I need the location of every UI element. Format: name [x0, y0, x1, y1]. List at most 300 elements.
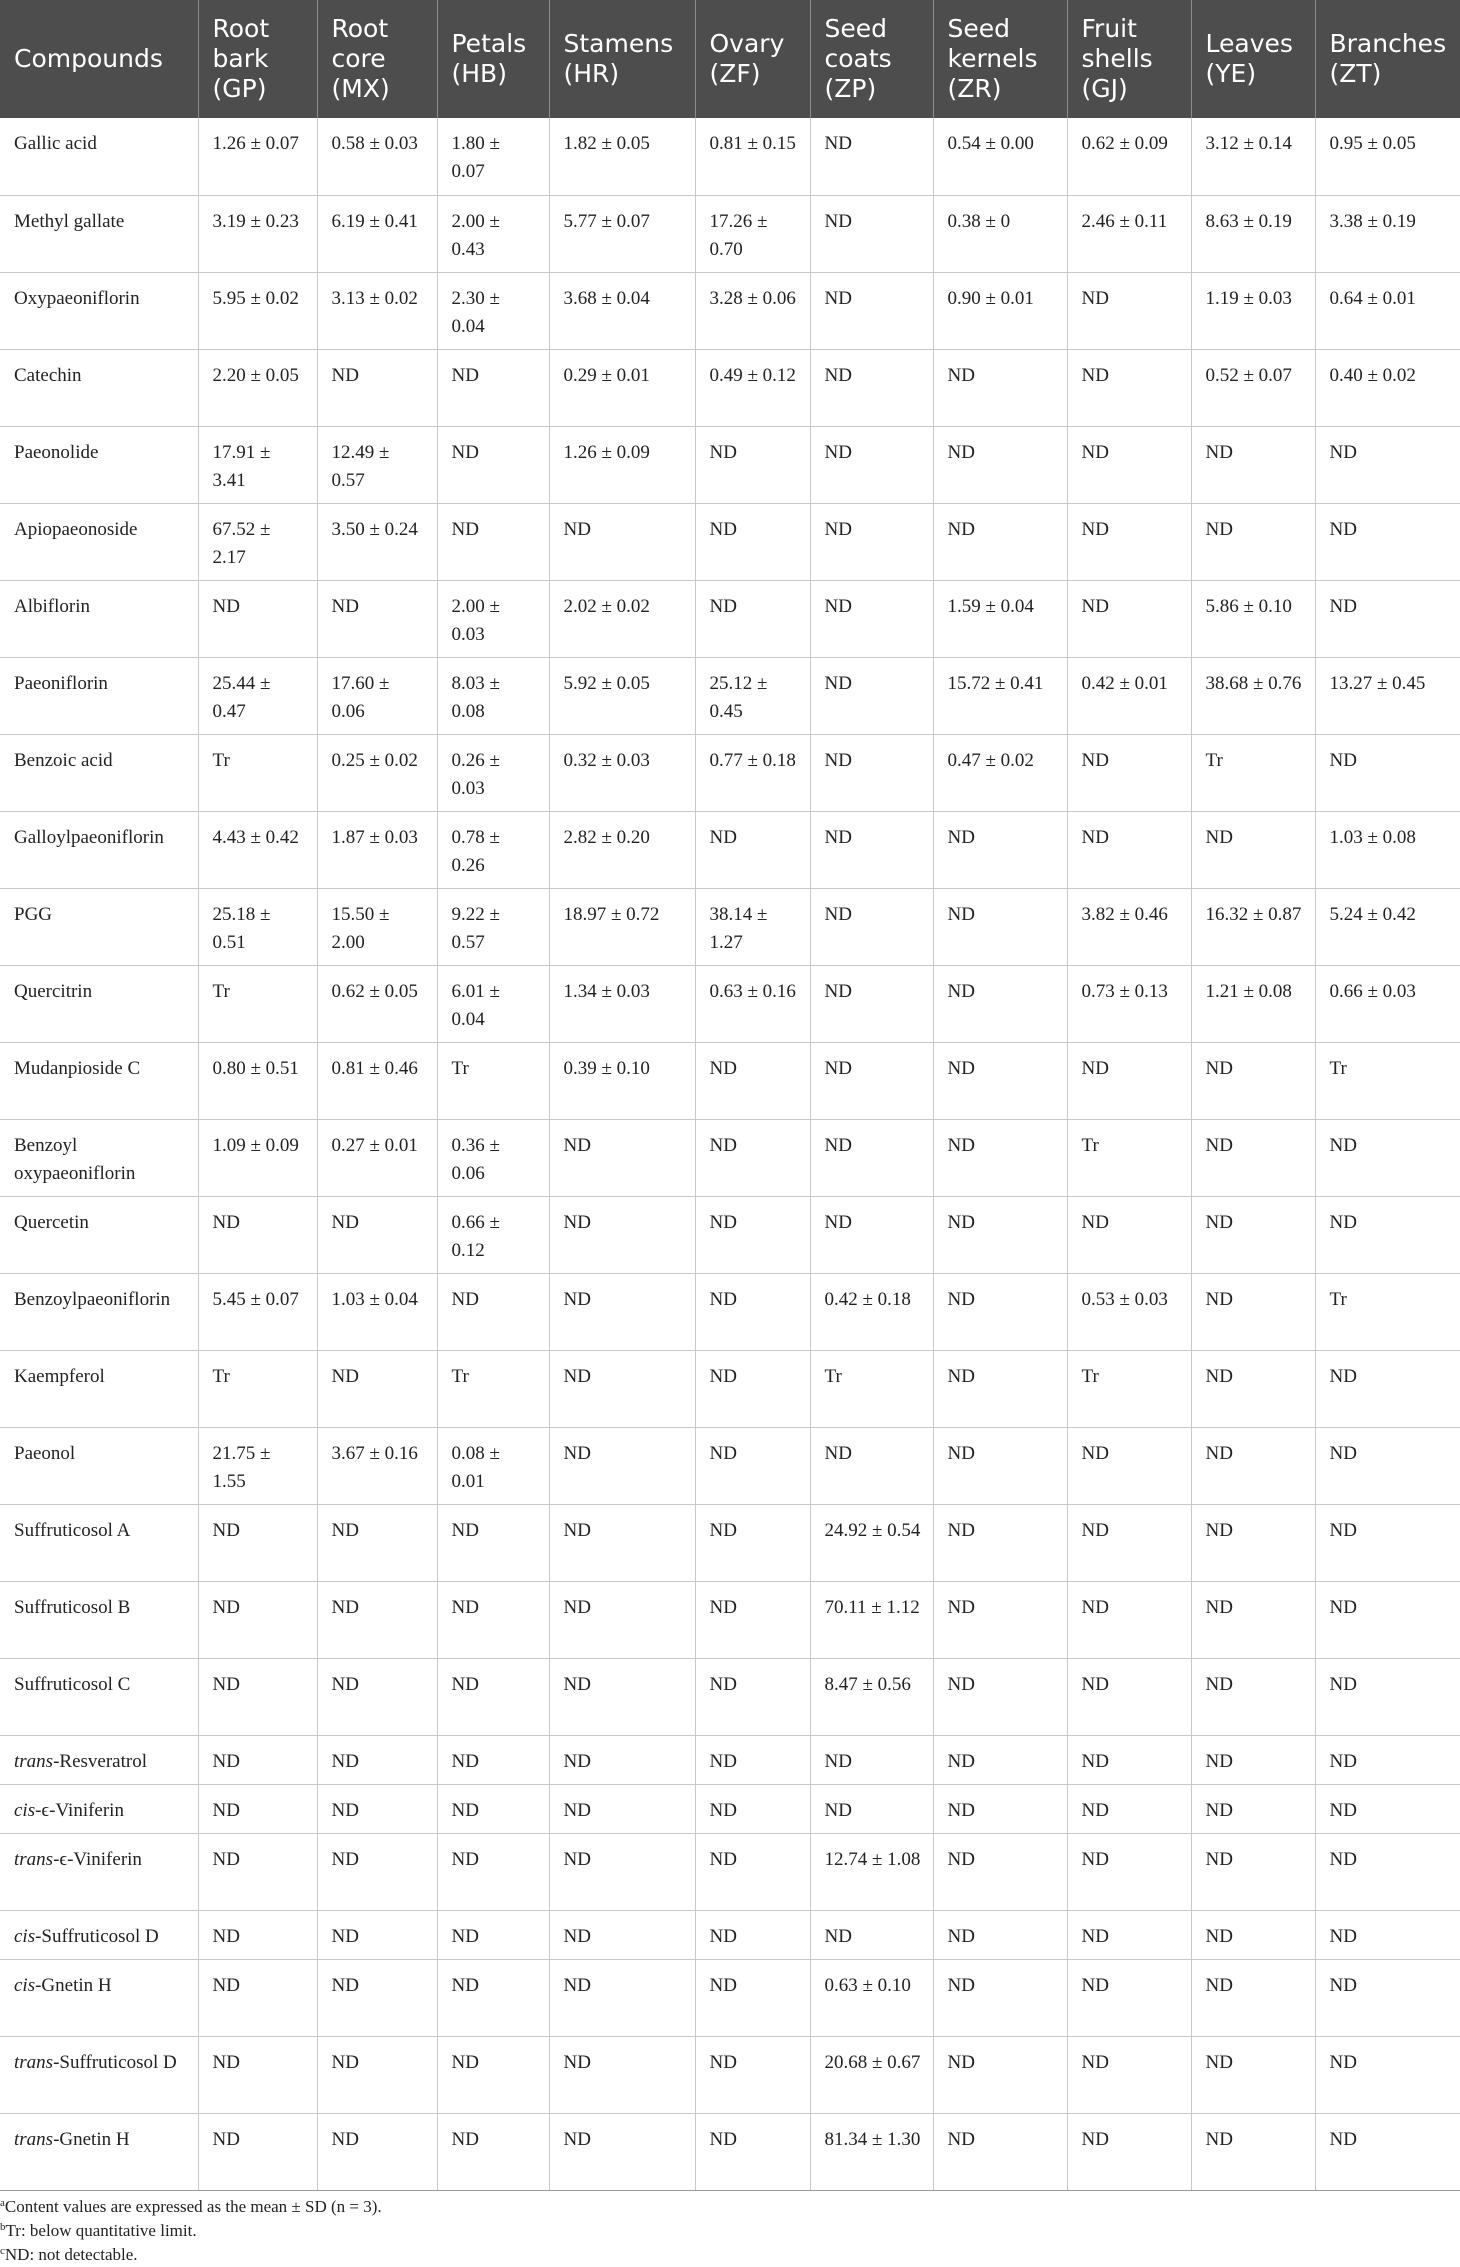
footnote-mark: b — [0, 2220, 6, 2233]
value-cell: ND — [810, 811, 933, 888]
value-cell: 15.72 ± 0.41 — [933, 657, 1067, 734]
value-cell: 0.66 ± 0.03 — [1315, 965, 1460, 1042]
value-cell: 12.74 ± 1.08 — [810, 1833, 933, 1910]
value-cell: ND — [317, 1959, 437, 2036]
value-cell: ND — [695, 1735, 810, 1784]
value-cell: ND — [695, 1119, 810, 1196]
value-cell: 1.34 ± 0.03 — [549, 965, 695, 1042]
compound-name: Catechin — [14, 364, 82, 386]
column-header-leaves: Leaves (YE) — [1191, 0, 1315, 118]
value-cell: ND — [695, 1784, 810, 1833]
column-header-ovary: Ovary (ZF) — [695, 0, 810, 118]
value-cell: 0.53 ± 0.03 — [1067, 1273, 1191, 1350]
value-cell: ND — [1191, 1427, 1315, 1504]
value-cell: ND — [933, 1735, 1067, 1784]
value-cell: 0.29 ± 0.01 — [549, 349, 695, 426]
value-cell: 0.62 ± 0.05 — [317, 965, 437, 1042]
value-cell: ND — [695, 580, 810, 657]
value-cell: ND — [198, 1581, 317, 1658]
value-cell: ND — [437, 426, 549, 503]
compound-name: Benzoyl oxypaeoniflorin — [14, 1134, 136, 1184]
value-cell: ND — [1191, 503, 1315, 580]
value-cell: ND — [695, 426, 810, 503]
value-cell: 16.32 ± 0.87 — [1191, 888, 1315, 965]
value-cell: ND — [317, 1833, 437, 1910]
compound-name: Apiopaeonoside — [14, 518, 138, 540]
value-cell: ND — [1191, 2113, 1315, 2190]
value-cell: 3.68 ± 0.04 — [549, 272, 695, 349]
value-cell: 0.42 ± 0.18 — [810, 1273, 933, 1350]
value-cell: 0.80 ± 0.51 — [198, 1042, 317, 1119]
value-cell: ND — [198, 1196, 317, 1273]
value-cell: ND — [1067, 1581, 1191, 1658]
table-row — [0, 1784, 1460, 1833]
compound-name-cell — [0, 349, 198, 426]
value-cell: ND — [810, 734, 933, 811]
value-cell: ND — [1067, 1504, 1191, 1581]
value-cell: ND — [695, 1196, 810, 1273]
value-cell: ND — [317, 1784, 437, 1833]
value-cell: ND — [933, 1119, 1067, 1196]
value-cell: ND — [437, 1735, 549, 1784]
value-cell: ND — [437, 1658, 549, 1735]
value-cell: ND — [317, 349, 437, 426]
compound-name: Paeoniflorin — [14, 672, 108, 694]
value-cell: 2.00 ± 0.03 — [437, 580, 549, 657]
value-cell: 1.26 ± 0.07 — [198, 118, 317, 195]
value-cell: 1.80 ± 0.07 — [437, 118, 549, 195]
value-cell: 5.86 ± 0.10 — [1191, 580, 1315, 657]
column-header-petals: Petals (HB) — [437, 0, 549, 118]
value-cell: ND — [933, 1042, 1067, 1119]
value-cell: 6.19 ± 0.41 — [317, 195, 437, 272]
value-cell: ND — [810, 1784, 933, 1833]
value-cell: Tr — [198, 965, 317, 1042]
header-row — [0, 0, 1460, 118]
value-cell: Tr — [1067, 1119, 1191, 1196]
value-cell: ND — [198, 580, 317, 657]
value-cell: ND — [549, 1784, 695, 1833]
value-cell: 38.14 ± 1.27 — [695, 888, 810, 965]
compound-name-cell — [0, 118, 198, 195]
value-cell: ND — [1315, 1784, 1460, 1833]
compound-name: Quercitrin — [14, 980, 93, 1002]
value-cell: 1.82 ± 0.05 — [549, 118, 695, 195]
value-cell: ND — [1191, 811, 1315, 888]
table-footnotes — [0, 2191, 1460, 2267]
value-cell: ND — [1315, 734, 1460, 811]
compound-name-cell — [0, 1658, 198, 1735]
value-cell: ND — [437, 349, 549, 426]
column-header-compounds: Compounds — [0, 0, 198, 118]
value-cell: ND — [317, 1735, 437, 1784]
value-cell: ND — [1315, 1658, 1460, 1735]
value-cell: 0.38 ± 0 — [933, 195, 1067, 272]
value-cell: ND — [810, 657, 933, 734]
value-cell: ND — [695, 503, 810, 580]
value-cell: ND — [810, 580, 933, 657]
compound-name-cell — [0, 272, 198, 349]
value-cell: ND — [1191, 1350, 1315, 1427]
table-row — [0, 1910, 1460, 1959]
compound-name: Albiflorin — [14, 595, 90, 617]
compound-name: Gallic acid — [14, 133, 97, 154]
value-cell: ND — [1067, 2113, 1191, 2190]
compound-name: -Gnetin H — [53, 2128, 130, 2150]
table-body — [0, 118, 1460, 2190]
value-cell: ND — [549, 1735, 695, 1784]
table-row — [0, 118, 1460, 195]
value-cell: 0.54 ± 0.00 — [933, 118, 1067, 195]
table-row — [0, 195, 1460, 272]
value-cell: 0.42 ± 0.01 — [1067, 657, 1191, 734]
value-cell: ND — [695, 1273, 810, 1350]
value-cell: 21.75 ± 1.55 — [198, 1427, 317, 1504]
value-cell: 1.03 ± 0.08 — [1315, 811, 1460, 888]
value-cell: ND — [1067, 811, 1191, 888]
value-cell: 1.19 ± 0.03 — [1191, 272, 1315, 349]
value-cell: ND — [198, 1735, 317, 1784]
value-cell: Tr — [437, 1042, 549, 1119]
value-cell: ND — [1191, 1196, 1315, 1273]
value-cell: ND — [437, 1504, 549, 1581]
value-cell: ND — [437, 1959, 549, 2036]
compound-name-cell — [0, 1042, 198, 1119]
value-cell: ND — [198, 1504, 317, 1581]
value-cell: ND — [695, 1581, 810, 1658]
value-cell: ND — [549, 2036, 695, 2113]
value-cell: 5.95 ± 0.02 — [198, 272, 317, 349]
value-cell: 20.68 ± 0.67 — [810, 2036, 933, 2113]
compound-name: Suffruticosol A — [14, 1519, 131, 1541]
compound-name-cell — [0, 426, 198, 503]
table-row — [0, 1350, 1460, 1427]
value-cell: 0.78 ± 0.26 — [437, 811, 549, 888]
column-header-root-core: Root core (MX) — [317, 0, 437, 118]
value-cell: ND — [1191, 2036, 1315, 2113]
footnote-text: Content values are expressed as the mean ± SD (n = 3). — [4, 2196, 382, 2216]
value-cell: ND — [933, 1350, 1067, 1427]
value-cell: 9.22 ± 0.57 — [437, 888, 549, 965]
value-cell: 0.63 ± 0.10 — [810, 1959, 933, 2036]
value-cell: Tr — [437, 1350, 549, 1427]
value-cell: ND — [695, 1959, 810, 2036]
value-cell: 5.77 ± 0.07 — [549, 195, 695, 272]
compound-name-cell — [0, 888, 198, 965]
value-cell: 2.30 ± 0.04 — [437, 272, 549, 349]
value-cell: ND — [317, 580, 437, 657]
value-cell: ND — [1067, 580, 1191, 657]
value-cell: 81.34 ± 1.30 — [810, 2113, 933, 2190]
value-cell: ND — [810, 1196, 933, 1273]
value-cell: ND — [933, 1910, 1067, 1959]
value-cell: 0.90 ± 0.01 — [933, 272, 1067, 349]
value-cell: ND — [317, 1581, 437, 1658]
value-cell: ND — [1315, 1196, 1460, 1273]
value-cell: ND — [1067, 734, 1191, 811]
value-cell: ND — [695, 2036, 810, 2113]
value-cell: ND — [198, 2113, 317, 2190]
value-cell: ND — [198, 1833, 317, 1910]
value-cell: ND — [437, 2113, 549, 2190]
table-row — [0, 1658, 1460, 1735]
value-cell: ND — [549, 1504, 695, 1581]
value-cell: 0.73 ± 0.13 — [1067, 965, 1191, 1042]
value-cell: 25.12 ± 0.45 — [695, 657, 810, 734]
table-row — [0, 1735, 1460, 1784]
compound-name: Suffruticosol C — [14, 1673, 131, 1695]
compound-name-cell — [0, 657, 198, 734]
value-cell: ND — [1191, 1119, 1315, 1196]
value-cell: ND — [933, 1784, 1067, 1833]
table-row — [0, 1504, 1460, 1581]
compound-name-cell — [0, 1350, 198, 1427]
column-header-seed-coats: Seed coats (ZP) — [810, 0, 933, 118]
value-cell: ND — [1067, 426, 1191, 503]
table-row — [0, 426, 1460, 503]
table-row — [0, 888, 1460, 965]
value-cell: 2.02 ± 0.02 — [549, 580, 695, 657]
compound-name: -Resveratrol — [53, 1750, 147, 1772]
table-row — [0, 657, 1460, 734]
compound-name: Quercetin — [14, 1211, 89, 1233]
table-row — [0, 1427, 1460, 1504]
value-cell: ND — [1191, 1959, 1315, 2036]
value-cell: ND — [810, 349, 933, 426]
value-cell: 70.11 ± 1.12 — [810, 1581, 933, 1658]
value-cell: ND — [933, 965, 1067, 1042]
value-cell: 1.03 ± 0.04 — [317, 1273, 437, 1350]
compound-name: -Suffruticosol D — [53, 2051, 177, 2073]
table-row — [0, 503, 1460, 580]
value-cell: ND — [317, 1658, 437, 1735]
value-cell: ND — [549, 1196, 695, 1273]
value-cell: Tr — [810, 1350, 933, 1427]
value-cell: ND — [1315, 1833, 1460, 1910]
value-cell: ND — [198, 1910, 317, 1959]
compound-name-cell — [0, 1119, 198, 1196]
value-cell: 25.18 ± 0.51 — [198, 888, 317, 965]
value-cell: ND — [933, 811, 1067, 888]
value-cell: 1.59 ± 0.04 — [933, 580, 1067, 657]
value-cell: ND — [810, 1910, 933, 1959]
value-cell: ND — [549, 1350, 695, 1427]
value-cell: ND — [695, 811, 810, 888]
value-cell: 0.36 ± 0.06 — [437, 1119, 549, 1196]
value-cell: ND — [1191, 426, 1315, 503]
value-cell: Tr — [198, 1350, 317, 1427]
stereo-prefix: cis — [14, 1974, 36, 1996]
value-cell: ND — [437, 1910, 549, 1959]
value-cell: Tr — [1191, 734, 1315, 811]
value-cell: ND — [317, 1504, 437, 1581]
compound-name: Benzoylpaeoniflorin — [14, 1288, 171, 1310]
value-cell: ND — [317, 1910, 437, 1959]
value-cell: ND — [810, 1042, 933, 1119]
value-cell: 24.92 ± 0.54 — [810, 1504, 933, 1581]
value-cell: ND — [695, 1658, 810, 1735]
value-cell: ND — [549, 1910, 695, 1959]
value-cell: ND — [1191, 1784, 1315, 1833]
compound-name-cell — [0, 580, 198, 657]
compound-name: Kaempferol — [14, 1365, 105, 1387]
compound-name-cell — [0, 734, 198, 811]
compound-name-cell — [0, 1581, 198, 1658]
value-cell: ND — [317, 1350, 437, 1427]
value-cell: ND — [933, 888, 1067, 965]
value-cell: ND — [1315, 1350, 1460, 1427]
value-cell: ND — [933, 1658, 1067, 1735]
value-cell: ND — [1191, 1273, 1315, 1350]
value-cell: 0.62 ± 0.09 — [1067, 118, 1191, 195]
value-cell: ND — [317, 1196, 437, 1273]
value-cell: 0.49 ± 0.12 — [695, 349, 810, 426]
value-cell: ND — [1315, 2113, 1460, 2190]
value-cell: ND — [549, 1658, 695, 1735]
value-cell: ND — [317, 2113, 437, 2190]
value-cell: ND — [933, 503, 1067, 580]
table-row — [0, 1119, 1460, 1196]
value-cell: 0.27 ± 0.01 — [317, 1119, 437, 1196]
value-cell: 1.09 ± 0.09 — [198, 1119, 317, 1196]
value-cell: ND — [1067, 503, 1191, 580]
table-row — [0, 734, 1460, 811]
value-cell: ND — [933, 349, 1067, 426]
value-cell: 0.25 ± 0.02 — [317, 734, 437, 811]
value-cell: 8.03 ± 0.08 — [437, 657, 549, 734]
compound-name: -ϵ-Viniferin — [53, 1848, 142, 1870]
value-cell: ND — [549, 2113, 695, 2190]
footnote-mark: c — [0, 2244, 5, 2257]
compound-name-cell — [0, 811, 198, 888]
value-cell: 3.82 ± 0.46 — [1067, 888, 1191, 965]
value-cell: ND — [1315, 1735, 1460, 1784]
value-cell: ND — [695, 1427, 810, 1504]
value-cell: ND — [1067, 1196, 1191, 1273]
value-cell: 0.39 ± 0.10 — [549, 1042, 695, 1119]
value-cell: ND — [1067, 349, 1191, 426]
value-cell: ND — [549, 503, 695, 580]
compound-name-cell — [0, 1784, 198, 1833]
table-row — [0, 965, 1460, 1042]
table-row — [0, 1833, 1460, 1910]
compound-name: Mudanpioside C — [14, 1057, 141, 1079]
compound-name-cell — [0, 1273, 198, 1350]
value-cell: ND — [933, 2036, 1067, 2113]
value-cell: ND — [1191, 1581, 1315, 1658]
table-header — [0, 0, 1460, 118]
table-row — [0, 1581, 1460, 1658]
footnote — [0, 2195, 1460, 2219]
value-cell: ND — [198, 1959, 317, 2036]
value-cell: ND — [1315, 580, 1460, 657]
table-row — [0, 1196, 1460, 1273]
compound-name-cell — [0, 1833, 198, 1910]
value-cell: ND — [1191, 1735, 1315, 1784]
table-row — [0, 349, 1460, 426]
table-row — [0, 1959, 1460, 2036]
value-cell: ND — [437, 1581, 549, 1658]
value-cell: ND — [933, 426, 1067, 503]
footnote-text: Tr: below quantitative limit. — [5, 2220, 197, 2240]
column-header-fruit-shells: Fruit shells (GJ) — [1067, 0, 1191, 118]
value-cell: ND — [810, 503, 933, 580]
value-cell: ND — [1191, 1833, 1315, 1910]
table-row — [0, 2113, 1460, 2190]
value-cell: ND — [1191, 1658, 1315, 1735]
value-cell: 0.66 ± 0.12 — [437, 1196, 549, 1273]
value-cell: 0.58 ± 0.03 — [317, 118, 437, 195]
value-cell: 0.81 ± 0.15 — [695, 118, 810, 195]
value-cell: 0.81 ± 0.46 — [317, 1042, 437, 1119]
column-header-seed-kernels: Seed kernels (ZR) — [933, 0, 1067, 118]
value-cell: ND — [933, 1504, 1067, 1581]
compound-name: Paeonol — [14, 1442, 76, 1464]
value-cell: ND — [810, 1119, 933, 1196]
value-cell: ND — [549, 1273, 695, 1350]
value-cell: ND — [437, 503, 549, 580]
compound-name: Suffruticosol B — [14, 1596, 131, 1618]
value-cell: 0.63 ± 0.16 — [695, 965, 810, 1042]
compound-name-cell — [0, 1910, 198, 1959]
table-row — [0, 811, 1460, 888]
value-cell: 17.60 ± 0.06 — [317, 657, 437, 734]
value-cell: ND — [1191, 1042, 1315, 1119]
value-cell: ND — [1191, 1504, 1315, 1581]
value-cell: 3.50 ± 0.24 — [317, 503, 437, 580]
value-cell: Tr — [1315, 1042, 1460, 1119]
value-cell: 18.97 ± 0.72 — [549, 888, 695, 965]
value-cell: 0.52 ± 0.07 — [1191, 349, 1315, 426]
value-cell: ND — [1067, 1427, 1191, 1504]
value-cell: ND — [1315, 1581, 1460, 1658]
value-cell: ND — [933, 1581, 1067, 1658]
value-cell: ND — [810, 426, 933, 503]
compound-name: -Gnetin H — [35, 1974, 112, 1996]
compound-name: Methyl gallate — [14, 210, 125, 232]
value-cell: 3.13 ± 0.02 — [317, 272, 437, 349]
compound-name-cell — [0, 1196, 198, 1273]
compound-name: -ϵ-Viniferin — [35, 1799, 124, 1821]
compound-name-cell — [0, 1959, 198, 2036]
value-cell: 3.38 ± 0.19 — [1315, 195, 1460, 272]
compound-name-cell — [0, 195, 198, 272]
value-cell: ND — [437, 1833, 549, 1910]
value-cell: 8.47 ± 0.56 — [810, 1658, 933, 1735]
value-cell: ND — [695, 1833, 810, 1910]
value-cell: 2.82 ± 0.20 — [549, 811, 695, 888]
value-cell: ND — [1067, 1735, 1191, 1784]
value-cell: Tr — [198, 734, 317, 811]
value-cell: ND — [810, 965, 933, 1042]
value-cell: 17.26 ± 0.70 — [695, 195, 810, 272]
table-row — [0, 580, 1460, 657]
value-cell: ND — [1315, 503, 1460, 580]
value-cell: 2.20 ± 0.05 — [198, 349, 317, 426]
compound-name-cell — [0, 2113, 198, 2190]
value-cell: Tr — [1315, 1273, 1460, 1350]
value-cell: 6.01 ± 0.04 — [437, 965, 549, 1042]
stereo-prefix: trans — [14, 1750, 54, 1772]
value-cell: 13.27 ± 0.45 — [1315, 657, 1460, 734]
compound-name-cell — [0, 503, 198, 580]
value-cell: 1.21 ± 0.08 — [1191, 965, 1315, 1042]
compound-name: Oxypaeoniflorin — [14, 287, 140, 309]
value-cell: ND — [1067, 1910, 1191, 1959]
table-row — [0, 1273, 1460, 1350]
value-cell: ND — [933, 1833, 1067, 1910]
value-cell: 67.52 ± 2.17 — [198, 503, 317, 580]
